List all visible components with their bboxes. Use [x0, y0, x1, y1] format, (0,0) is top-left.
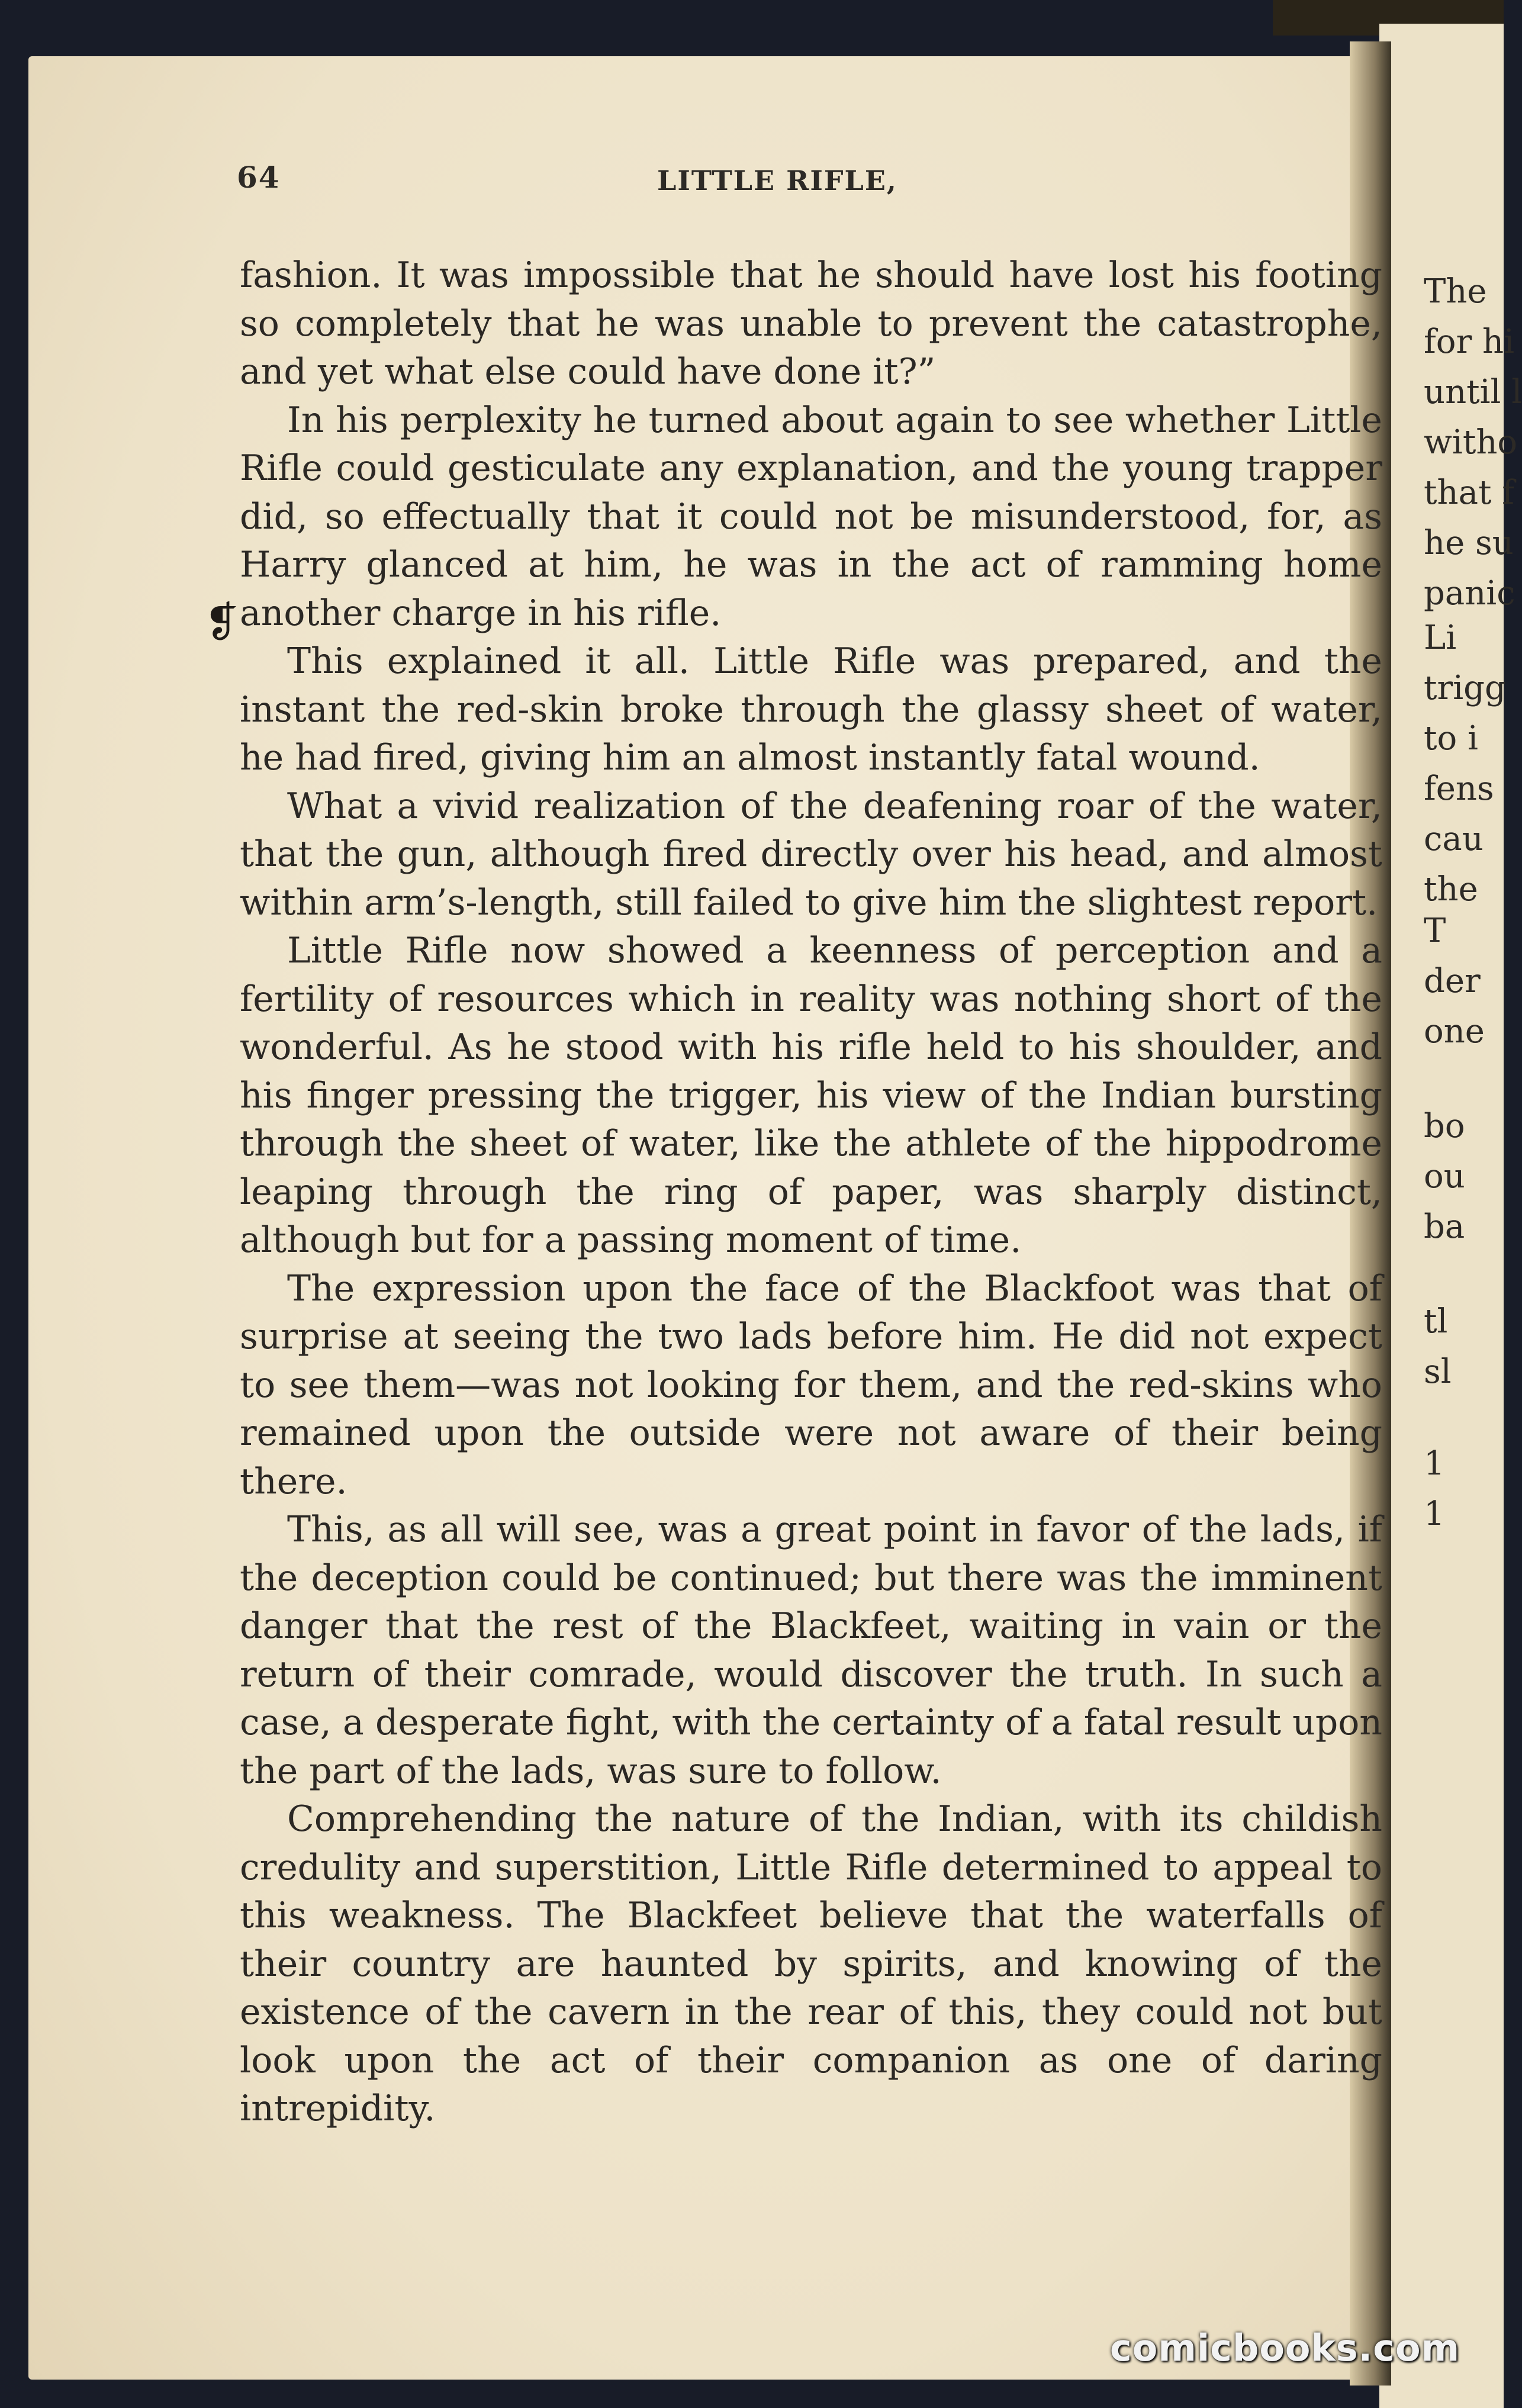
facing-page-fragment: one	[1424, 1012, 1485, 1051]
facing-page-fragment: cau	[1424, 820, 1484, 858]
facing-page-fragment: sl	[1424, 1353, 1452, 1391]
body-text	[240, 252, 1382, 2133]
facing-page-fragment: tl	[1424, 1302, 1448, 1341]
facing-page-fragment: 1	[1424, 1495, 1445, 1533]
facing-page-fragment: T	[1424, 912, 1446, 950]
facing-page-fragment: witho	[1424, 423, 1518, 462]
paragraph-3: This explained it all. Little Rifle was prepared, and the instant the red-skin broke through the glassy sheet of water, he had fired, giving him an almost instantly fatal wound.	[240, 640, 1382, 778]
facing-page-fragment: ba	[1424, 1208, 1465, 1246]
facing-page-fragment: to i	[1424, 719, 1478, 758]
facing-page-fragment: ou	[1424, 1157, 1465, 1196]
facing-page-fragment: he su	[1424, 524, 1514, 562]
facing-page-fragment: The	[1424, 272, 1487, 311]
facing-page-fragment: fens	[1424, 770, 1494, 808]
facing-page-fragment: for hi	[1424, 323, 1514, 361]
facing-page-fragment: der	[1424, 962, 1481, 1000]
facing-page-fragment: the	[1424, 870, 1478, 909]
paragraph-1: fashion. It was impossible that he should have lost his footing so completely that he was unable to prevent the catastrophe, and yet what else could have done it?”	[240, 255, 1382, 392]
ink-mark: ❡	[204, 598, 239, 646]
running-head-title: LITTLE RIFLE,	[657, 165, 897, 197]
paragraph-7: This, as all will see, was a great point in favor of the lads, if the deception could be continued; but there was the imminent danger that the rest of the Blackfeet, waiting in vain or the return of their comrade, would discover the truth. In such a case, a desperate fight, with the certainty of a fatal result upon the part of the lads, was sure to follow.	[240, 1509, 1382, 1792]
paragraph-8: Comprehending the nature of the Indian, with its childish credulity and superstition, Little Rifle determined to appeal to this weakness. The Blackfeet believe that the waterfalls of their country are haunted by spirits, and knowing of the existence of the cavern in the rear of this, they could not but look upon the act of their companion as one of daring intrepidity.	[240, 1798, 1382, 2129]
paragraph-5: Little Rifle now showed a keenness of perception and a fertility of resources which in reality was nothing short of the wonderful. As he stood with his rifle held to his shoulder, and his finger pressing the trigger, his view of the Indian bursting through the sheet of water, like the athlete of the hippodrome leaping through the ring of paper, was sharply distinct, although but for a passing moment of time.	[240, 930, 1382, 1261]
facing-page-fragment: 1	[1424, 1444, 1445, 1483]
facing-page-fragment: until l	[1424, 373, 1522, 411]
paragraph-6: The expression upon the face of the Blackfoot was that of surprise at seeing the two lads before him. He did not expect to see them—was not looking for them, and the red-skins who remained upon the outside were not aware of their being there.	[240, 1267, 1382, 1502]
watermark-logo: comicbooks.com	[1110, 2326, 1460, 2370]
paragraph-4: What a vivid realization of the deafening roar of the water, that the gun, although fired directly over his head, and almost within arm’s-length, still failed to give him the slightest report.	[240, 785, 1382, 923]
facing-page-edge	[1379, 24, 1522, 2408]
facing-page-fragment: panic	[1424, 574, 1515, 613]
page-number: 64	[237, 160, 281, 195]
facing-page-fragment: trigg	[1424, 669, 1506, 707]
paragraph-2: In his perplexity he turned about again to see whether Little Rifle could gesticulate any explanation, and the young trapper did, so effectually that it could not be misunderstood, for, as Harry glanced at him, he was in the act of ramming home another charge in his rifle.	[240, 399, 1382, 634]
facing-page-fragment: bo	[1424, 1107, 1465, 1145]
facing-page-fragment: that f	[1424, 474, 1514, 512]
facing-page-fragment: Li	[1424, 619, 1457, 657]
